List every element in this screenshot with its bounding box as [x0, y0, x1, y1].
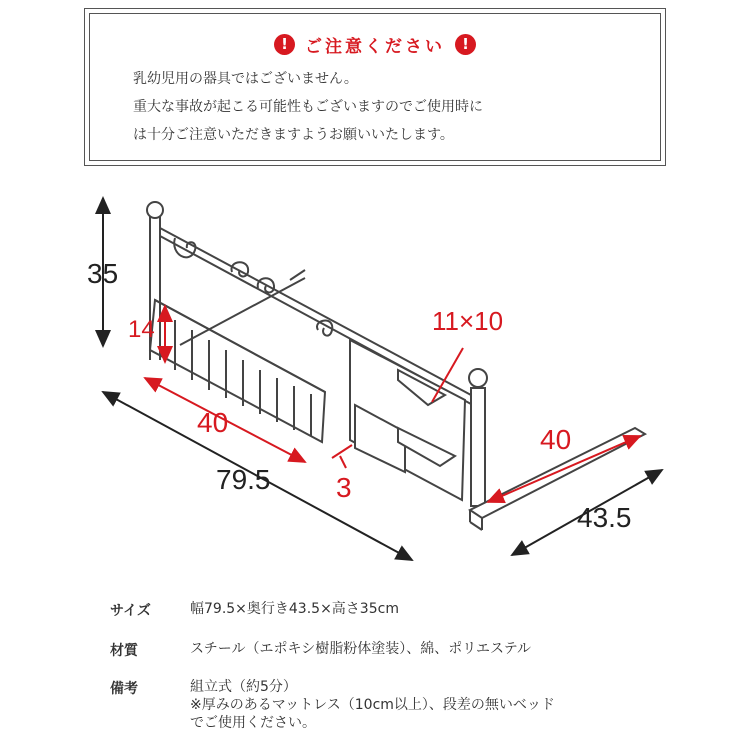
- spec-label: 備考: [110, 681, 138, 697]
- spec-value: 幅79.5×奥行き43.5×高さ35cm: [190, 601, 399, 617]
- gap-label: 3: [336, 472, 352, 503]
- total-width-label: 79.5: [216, 464, 271, 495]
- product-diagram: [0, 170, 750, 590]
- caution-title: ご注意ください: [305, 36, 445, 57]
- spec-value: でご使用ください。: [190, 715, 316, 731]
- caution-line: は十分ご注意いただきますようお願いいたします。: [133, 127, 454, 143]
- bar-height-label: 14: [128, 316, 155, 343]
- spec-value: 組立式（約5分）: [190, 679, 297, 695]
- caution-line: 乳幼児用の器具ではございません。: [133, 71, 358, 87]
- spec-value: ※厚みのあるマットレス（10cm以上）、段差の無いベッド: [190, 697, 555, 713]
- spec-label: サイズ: [110, 603, 151, 619]
- warning-icon: !: [274, 34, 295, 55]
- spec-label: 材質: [110, 643, 138, 659]
- spec-value: スチール（エポキシ樹脂粉体塗装）、綿、ポリエステル: [190, 641, 532, 657]
- pocket-size-label: 11×10: [432, 306, 504, 336]
- spec-value-block: [190, 678, 670, 732]
- bed-guard-illustration: [0, 170, 750, 590]
- warning-icon: !: [455, 34, 476, 55]
- inner-width-label: 40: [197, 407, 229, 438]
- depth-label: 43.5: [577, 502, 632, 533]
- height-label: 35: [87, 258, 119, 289]
- arm-length-label: 40: [540, 424, 572, 455]
- caution-text: [133, 65, 483, 149]
- caution-box: [84, 8, 666, 166]
- caution-line: 重大な事故が起こる可能性もございますのでご使用時に: [133, 99, 483, 115]
- caution-title-row: [85, 31, 665, 57]
